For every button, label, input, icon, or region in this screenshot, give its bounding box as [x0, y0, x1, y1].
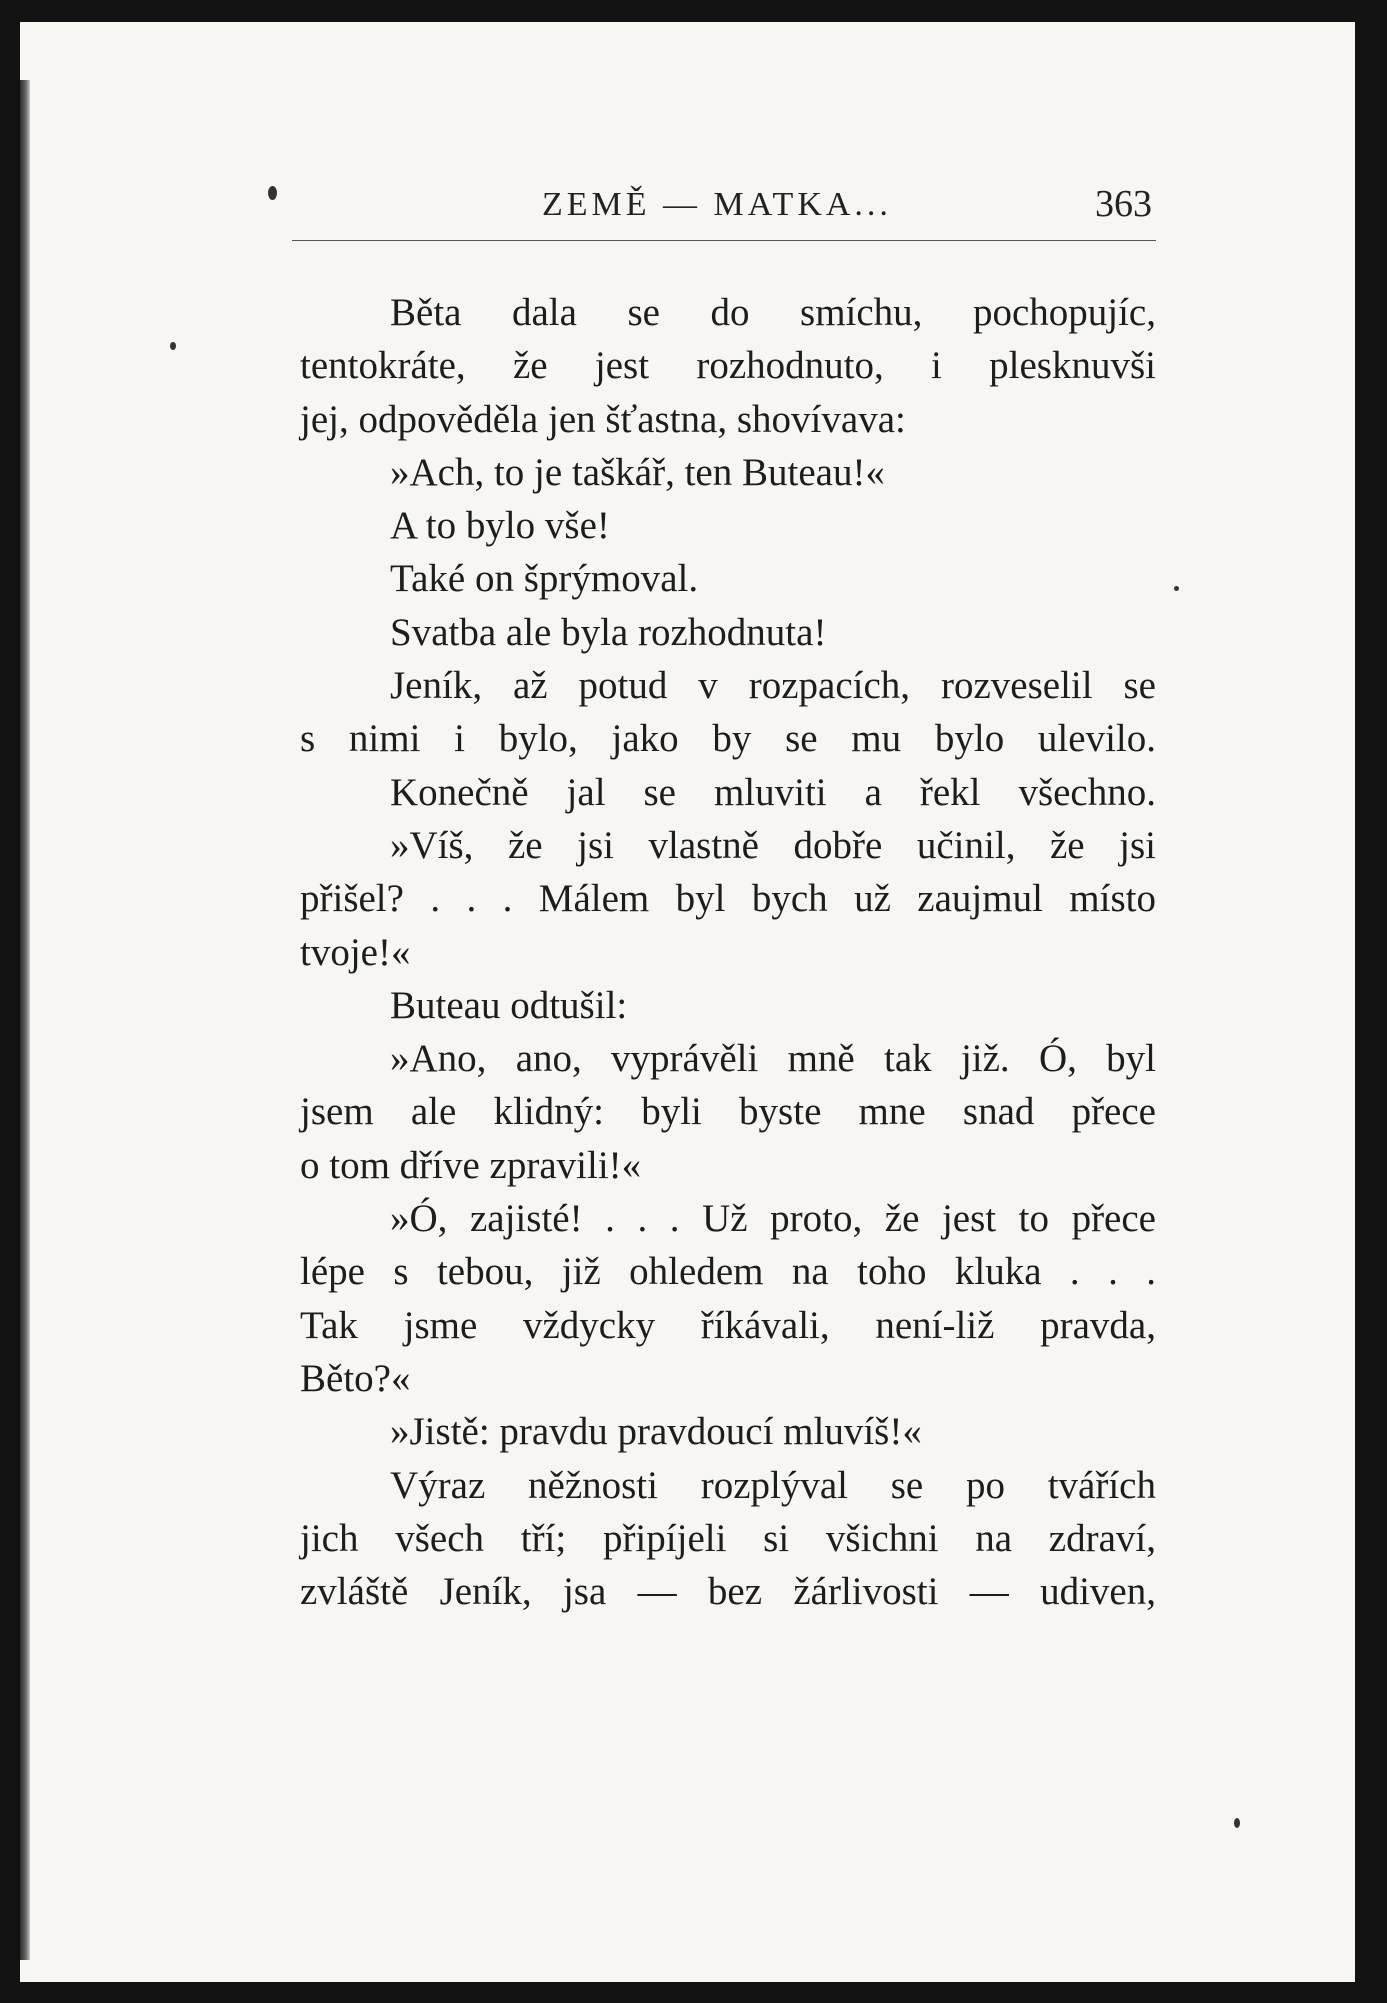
text-line: A to bylo vše! [390, 504, 610, 548]
text-line: tentokráte, že jest rozhodnuto, i plesknuvši [300, 344, 1156, 388]
text-line: »Víš, že jsi vlastně dobře učinil, že jsi [390, 823, 1156, 867]
text-line: Běta dala se do smíchu, pochopujíc, [390, 291, 1156, 334]
text-line: »Ach, to je taškář, ten Buteau!« [390, 450, 885, 494]
page-header [292, 182, 1156, 241]
body-text [300, 286, 1156, 1618]
text-line: zvláště Jeník, jsa — bez žárlivosti — udiven, [300, 1570, 1156, 1614]
text-line: »Ó, zajisté! . . . Už proto, že jest to přece [390, 1197, 1156, 1241]
text-line: Také on šprýmoval. [390, 557, 699, 601]
ink-speck [1234, 1818, 1240, 1828]
text-line: Svatba ale byla rozhodnuta! [390, 610, 827, 654]
text-line: přišel? . . . Málem byl bych už zaujmul místo [300, 877, 1156, 921]
ink-speck [268, 186, 277, 200]
text-line: Tak jsme vždycky říkávali, není-liž pravda, [300, 1303, 1156, 1347]
text-line: Buteau odtušil: [390, 983, 628, 1027]
text-line: jsem ale klidný: byli byste mne snad přece [300, 1090, 1156, 1134]
text-line: »Jistě: pravdu pravdoucí mluvíš!« [390, 1410, 922, 1454]
ink-speck [1174, 586, 1179, 591]
text-line: Výraz něžnosti rozplýval se po tvářích [390, 1463, 1156, 1507]
page-number: 363 [1095, 183, 1152, 225]
text-line: o tom dříve zpravili!« [300, 1143, 642, 1187]
text-line: Jeník, až potud v rozpacích, rozveselil se [390, 664, 1156, 708]
page-binding-edge [20, 80, 30, 1960]
text-line: Běto?« [300, 1356, 411, 1400]
text-line: tvoje!« [300, 930, 411, 974]
text-line: lépe s tebou, již ohledem na toho kluka . . . [300, 1250, 1156, 1294]
running-head: ZEMĚ — MATKA... [542, 186, 892, 223]
text-line: jej, odpověděla jen šťastna, shovívava: [300, 397, 906, 441]
text-line: Konečně jal se mluviti a řekl všechno. [390, 770, 1156, 814]
ink-speck [170, 342, 176, 350]
text-line: jich všech tří; připíjeli si všichni na zdraví, [300, 1516, 1156, 1560]
text-line: »Ano, ano, vyprávěli mně tak již. Ó, byl [390, 1037, 1156, 1081]
text-line: s nimi i bylo, jako by se mu bylo ulevilo. [300, 717, 1156, 761]
